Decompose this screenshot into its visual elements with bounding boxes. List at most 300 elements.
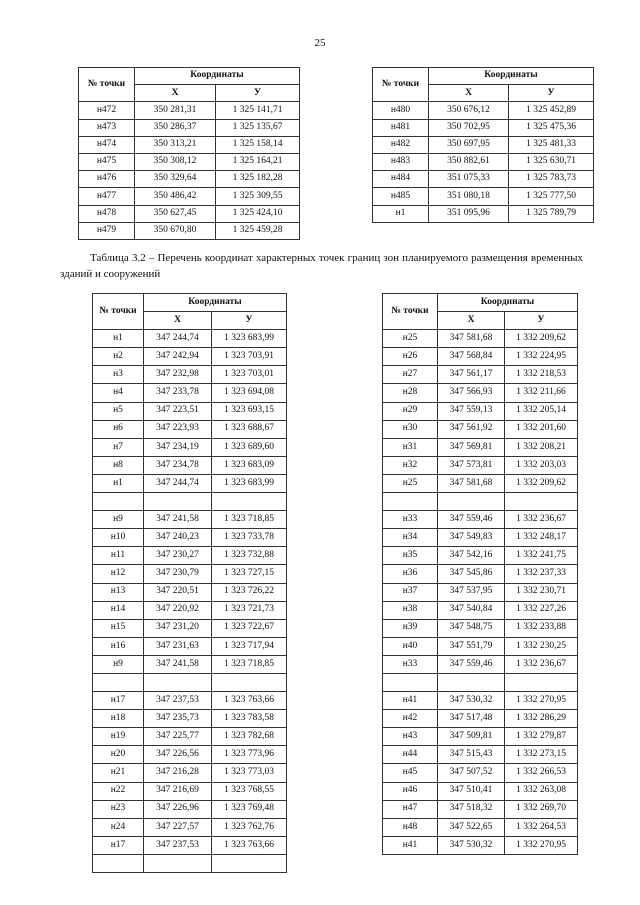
top-left-coordinates-table [78, 67, 300, 240]
y-coordinate-cell: 1 325 481,33 [509, 136, 594, 153]
table-row [383, 565, 578, 583]
x-coordinate-cell: 347 509,81 [438, 728, 505, 746]
y-coordinate-cell: 1 332 264,53 [505, 818, 578, 836]
table-row [373, 153, 594, 170]
y-coordinate-cell: 1 325 452,89 [509, 102, 594, 119]
point-number-cell: н9 [93, 511, 144, 529]
table-row [373, 171, 594, 188]
x-coordinate-cell: 347 517,48 [438, 710, 505, 728]
x-coordinate-cell: 347 510,41 [438, 782, 505, 800]
table-row [383, 710, 578, 728]
y-coordinate-cell: 1 332 227,26 [505, 601, 578, 619]
y-coordinate-cell: 1 332 269,70 [505, 800, 578, 818]
x-coordinate-cell: 347 241,58 [144, 511, 212, 529]
x-coordinate-cell: 347 561,17 [438, 366, 505, 384]
x-coordinate-cell: 350 697,95 [429, 136, 509, 153]
x-coordinate-cell: 347 233,78 [144, 384, 212, 402]
point-number-cell: н23 [93, 800, 144, 818]
x-coordinate-cell: 350 486,42 [135, 188, 216, 205]
y-coordinate-cell: 1 325 789,79 [509, 205, 594, 222]
x-coordinate-cell: 347 244,74 [144, 330, 212, 348]
point-number-cell: н475 [79, 153, 135, 170]
table-row [383, 782, 578, 800]
x-coordinate-cell: 347 230,27 [144, 547, 212, 565]
y-coordinate-cell [212, 673, 287, 691]
table-row [383, 800, 578, 818]
y-coordinate-cell: 1 332 230,71 [505, 583, 578, 601]
table-row [93, 764, 287, 782]
y-coordinate-cell: 1 323 733,78 [212, 529, 287, 547]
point-number-cell: н17 [93, 692, 144, 710]
point-number-cell: н35 [383, 547, 438, 565]
table-row [93, 601, 287, 619]
y-coordinate-cell: 1 323 688,67 [212, 420, 287, 438]
x-coordinate-cell: 351 080,18 [429, 188, 509, 205]
point-number-cell: н48 [383, 818, 438, 836]
point-number-cell: н3 [93, 366, 144, 384]
y-header: У [509, 85, 594, 102]
table-row [383, 348, 578, 366]
x-header: X [135, 85, 216, 102]
table-row [93, 565, 287, 583]
x-coordinate-cell: 347 561,92 [438, 420, 505, 438]
x-coordinate-cell: 347 549,83 [438, 529, 505, 547]
table-row [93, 854, 287, 872]
point-number-header: № точки [383, 294, 438, 330]
table-row [93, 420, 287, 438]
y-coordinate-cell [505, 493, 578, 511]
x-header: X [144, 312, 212, 330]
point-number-cell: н15 [93, 619, 144, 637]
table-row [383, 583, 578, 601]
x-coordinate-cell: 347 540,84 [438, 601, 505, 619]
x-coordinate-cell: 347 507,52 [438, 764, 505, 782]
y-coordinate-cell: 1 332 270,95 [505, 692, 578, 710]
table-row [79, 222, 300, 239]
table-row [93, 728, 287, 746]
point-number-cell: н479 [79, 222, 135, 239]
y-coordinate-cell: 1 323 693,15 [212, 402, 287, 420]
x-coordinate-cell: 347 225,77 [144, 728, 212, 746]
point-number-cell: н476 [79, 171, 135, 188]
point-number-cell: н1 [373, 205, 429, 222]
x-coordinate-cell: 347 223,93 [144, 420, 212, 438]
top-right-coordinates-table [372, 67, 594, 223]
table-row [93, 637, 287, 655]
y-coordinate-cell: 1 332 248,17 [505, 529, 578, 547]
x-coordinate-cell: 347 231,20 [144, 619, 212, 637]
table-row [383, 420, 578, 438]
y-coordinate-cell: 1 332 279,87 [505, 728, 578, 746]
point-number-cell: н29 [383, 402, 438, 420]
point-number-cell: н12 [93, 565, 144, 583]
x-coordinate-cell [438, 673, 505, 691]
y-coordinate-cell: 1 323 769,48 [212, 800, 287, 818]
table-row [93, 746, 287, 764]
point-number-cell: н25 [383, 474, 438, 492]
point-number-cell: н483 [373, 153, 429, 170]
y-coordinate-cell: 1 323 763,66 [212, 692, 287, 710]
x-coordinate-cell: 347 518,32 [438, 800, 505, 818]
y-coordinate-cell: 1 323 768,55 [212, 782, 287, 800]
x-coordinate-cell: 350 308,12 [135, 153, 216, 170]
table-row [383, 529, 578, 547]
x-coordinate-cell: 347 240,23 [144, 529, 212, 547]
point-number-cell [93, 854, 144, 872]
table-row [383, 511, 578, 529]
point-number-cell: н31 [383, 438, 438, 456]
x-coordinate-cell: 350 286,37 [135, 119, 216, 136]
y-coordinate-cell: 1 332 241,75 [505, 547, 578, 565]
point-number-header: № точки [93, 294, 144, 330]
table-row [383, 619, 578, 637]
y-coordinate-cell: 1 323 763,66 [212, 836, 287, 854]
table-row [373, 205, 594, 222]
x-coordinate-cell: 350 676,12 [429, 102, 509, 119]
x-coordinate-cell: 347 559,46 [438, 655, 505, 673]
y-coordinate-cell: 1 332 273,15 [505, 746, 578, 764]
table-row [93, 493, 287, 511]
y-coordinate-cell [505, 673, 578, 691]
y-coordinate-cell: 1 332 203,03 [505, 456, 578, 474]
x-coordinate-cell: 347 242,94 [144, 348, 212, 366]
y-coordinate-cell: 1 323 722,67 [212, 619, 287, 637]
page-number: 25 [314, 37, 326, 49]
coordinates-header: Координаты [438, 294, 578, 312]
y-header: У [505, 312, 578, 330]
table-row [383, 330, 578, 348]
y-coordinate-cell [212, 493, 287, 511]
point-number-cell: н17 [93, 836, 144, 854]
y-coordinate-cell: 1 323 703,01 [212, 366, 287, 384]
x-coordinate-cell: 347 542,16 [438, 547, 505, 565]
x-coordinate-cell: 347 573,81 [438, 456, 505, 474]
point-number-cell: н47 [383, 800, 438, 818]
caption-line-1: Таблица 3.2 – Перечень координат характерных точек границ зон планируемого [90, 252, 469, 264]
table-row [93, 330, 287, 348]
point-number-header: № точки [79, 68, 135, 102]
point-number-cell: н33 [383, 511, 438, 529]
y-coordinate-cell: 1 323 683,09 [212, 456, 287, 474]
x-coordinate-cell: 350 627,45 [135, 205, 216, 222]
x-coordinate-cell: 347 231,63 [144, 637, 212, 655]
point-number-cell [93, 673, 144, 691]
y-coordinate-cell: 1 332 209,62 [505, 330, 578, 348]
table-row [373, 136, 594, 153]
x-coordinate-cell: 347 227,57 [144, 818, 212, 836]
x-coordinate-cell [144, 493, 212, 511]
y-coordinate-cell: 1 323 718,85 [212, 511, 287, 529]
table-row [79, 153, 300, 170]
y-coordinate-cell: 1 323 721,73 [212, 601, 287, 619]
table-row [93, 402, 287, 420]
y-coordinate-cell: 1 323 773,03 [212, 764, 287, 782]
point-number-cell: н16 [93, 637, 144, 655]
point-number-cell: н474 [79, 136, 135, 153]
y-coordinate-cell: 1 323 773,96 [212, 746, 287, 764]
point-number-cell: н25 [383, 330, 438, 348]
point-number-cell [383, 493, 438, 511]
point-number-cell: н26 [383, 348, 438, 366]
table-row [93, 511, 287, 529]
x-coordinate-cell: 347 226,96 [144, 800, 212, 818]
point-number-cell: н5 [93, 402, 144, 420]
point-number-cell: н19 [93, 728, 144, 746]
x-coordinate-cell: 347 566,93 [438, 384, 505, 402]
x-coordinate-cell: 347 230,79 [144, 565, 212, 583]
x-coordinate-cell: 350 882,61 [429, 153, 509, 170]
x-coordinate-cell [438, 493, 505, 511]
point-number-cell: н472 [79, 102, 135, 119]
y-coordinate-cell: 1 332 263,08 [505, 782, 578, 800]
table-row [373, 119, 594, 136]
table-row [383, 474, 578, 492]
x-coordinate-cell: 347 559,13 [438, 402, 505, 420]
point-number-cell: н480 [373, 102, 429, 119]
y-coordinate-cell: 1 323 694,08 [212, 384, 287, 402]
table-row [93, 384, 287, 402]
x-header: X [429, 85, 509, 102]
table-row [93, 366, 287, 384]
point-number-cell: н14 [93, 601, 144, 619]
y-coordinate-cell: 1 323 703,91 [212, 348, 287, 366]
y-coordinate-cell: 1 325 424,10 [216, 205, 300, 222]
point-number-header: № точки [373, 68, 429, 102]
x-coordinate-cell: 347 241,58 [144, 655, 212, 673]
x-header: X [438, 312, 505, 330]
table-row [93, 673, 287, 691]
y-coordinate-cell: 1 325 135,67 [216, 119, 300, 136]
table-row [383, 493, 578, 511]
table-row [79, 136, 300, 153]
table-row [383, 601, 578, 619]
point-number-cell: н1 [93, 330, 144, 348]
y-coordinate-cell: 1 325 475,36 [509, 119, 594, 136]
point-number-cell: н41 [383, 836, 438, 854]
table-row [93, 547, 287, 565]
point-number-cell: н40 [383, 637, 438, 655]
x-coordinate-cell: 347 234,19 [144, 438, 212, 456]
x-coordinate-cell: 347 522,65 [438, 818, 505, 836]
y-coordinate-cell: 1 323 718,85 [212, 655, 287, 673]
point-number-cell: н44 [383, 746, 438, 764]
x-coordinate-cell: 347 530,32 [438, 836, 505, 854]
x-coordinate-cell: 347 569,81 [438, 438, 505, 456]
x-coordinate-cell: 347 515,43 [438, 746, 505, 764]
table-row [383, 547, 578, 565]
point-number-cell: н22 [93, 782, 144, 800]
x-coordinate-cell: 350 281,31 [135, 102, 216, 119]
point-number-cell: н33 [383, 655, 438, 673]
x-coordinate-cell: 347 234,78 [144, 456, 212, 474]
point-number-cell: н46 [383, 782, 438, 800]
caption-line-2: размещения временных зданий и сооружений [60, 252, 584, 280]
y-coordinate-cell: 1 332 236,67 [505, 511, 578, 529]
x-coordinate-cell: 347 559,46 [438, 511, 505, 529]
y-coordinate-cell: 1 323 782,68 [212, 728, 287, 746]
y-coordinate-cell: 1 332 208,21 [505, 438, 578, 456]
x-coordinate-cell: 347 216,69 [144, 782, 212, 800]
point-number-cell: н477 [79, 188, 135, 205]
x-coordinate-cell: 350 670,80 [135, 222, 216, 239]
y-coordinate-cell: 1 332 205,14 [505, 402, 578, 420]
x-coordinate-cell: 347 244,74 [144, 474, 212, 492]
x-coordinate-cell: 347 581,68 [438, 474, 505, 492]
coordinates-header: Координаты [135, 68, 300, 85]
y-coordinate-cell: 1 325 164,21 [216, 153, 300, 170]
x-coordinate-cell: 347 220,92 [144, 601, 212, 619]
table-row [93, 529, 287, 547]
table-row [373, 102, 594, 119]
table-row [383, 692, 578, 710]
point-number-cell: н10 [93, 529, 144, 547]
y-coordinate-cell: 1 323 762,76 [212, 818, 287, 836]
point-number-cell: н2 [93, 348, 144, 366]
y-coordinate-cell: 1 325 182,28 [216, 171, 300, 188]
point-number-cell: н20 [93, 746, 144, 764]
y-coordinate-cell: 1 323 732,88 [212, 547, 287, 565]
point-number-cell: н13 [93, 583, 144, 601]
main-right-coordinates-table [382, 293, 578, 855]
point-number-cell: н38 [383, 601, 438, 619]
point-number-cell: н43 [383, 728, 438, 746]
table-row [93, 692, 287, 710]
point-number-cell: н21 [93, 764, 144, 782]
x-coordinate-cell: 350 329,64 [135, 171, 216, 188]
x-coordinate-cell: 351 095,96 [429, 205, 509, 222]
table-row [79, 205, 300, 222]
table-row [93, 583, 287, 601]
point-number-cell: н1 [93, 474, 144, 492]
table-row [93, 619, 287, 637]
y-coordinate-cell: 1 332 224,95 [505, 348, 578, 366]
y-coordinate-cell: 1 332 218,53 [505, 366, 578, 384]
point-number-cell: н478 [79, 205, 135, 222]
point-number-cell: н27 [383, 366, 438, 384]
x-coordinate-cell: 351 075,33 [429, 171, 509, 188]
table-row [79, 188, 300, 205]
point-number-cell: н18 [93, 710, 144, 728]
y-coordinate-cell: 1 325 141,71 [216, 102, 300, 119]
point-number-cell: н28 [383, 384, 438, 402]
table-row [93, 836, 287, 854]
y-coordinate-cell: 1 325 459,28 [216, 222, 300, 239]
x-coordinate-cell: 350 313,21 [135, 136, 216, 153]
table-row [93, 456, 287, 474]
y-coordinate-cell: 1 332 230,25 [505, 637, 578, 655]
y-coordinate-cell: 1 325 777,50 [509, 188, 594, 205]
point-number-cell: н4 [93, 384, 144, 402]
point-number-cell: н34 [383, 529, 438, 547]
y-header: У [216, 85, 300, 102]
y-coordinate-cell: 1 323 683,99 [212, 474, 287, 492]
point-number-cell: н30 [383, 420, 438, 438]
y-coordinate-cell: 1 325 783,73 [509, 171, 594, 188]
coordinates-header: Координаты [144, 294, 287, 312]
point-number-cell [383, 673, 438, 691]
y-coordinate-cell: 1 332 201,60 [505, 420, 578, 438]
table-row [383, 384, 578, 402]
table-row [373, 188, 594, 205]
table-row [383, 818, 578, 836]
point-number-cell [93, 493, 144, 511]
y-coordinate-cell: 1 332 237,33 [505, 565, 578, 583]
y-coordinate-cell: 1 325 630,71 [509, 153, 594, 170]
x-coordinate-cell: 347 220,51 [144, 583, 212, 601]
y-header: У [212, 312, 287, 330]
table-row [79, 119, 300, 136]
point-number-cell: н45 [383, 764, 438, 782]
y-coordinate-cell: 1 332 209,62 [505, 474, 578, 492]
table-row [383, 655, 578, 673]
point-number-cell: н36 [383, 565, 438, 583]
table-row [383, 836, 578, 854]
y-coordinate-cell: 1 323 689,60 [212, 438, 287, 456]
table-row [383, 728, 578, 746]
table-row [93, 782, 287, 800]
table-row [93, 474, 287, 492]
point-number-cell: н41 [383, 692, 438, 710]
table-caption [60, 250, 583, 282]
table-row [383, 366, 578, 384]
y-coordinate-cell: 1 332 211,66 [505, 384, 578, 402]
table-row [93, 800, 287, 818]
x-coordinate-cell [144, 673, 212, 691]
point-number-cell: н24 [93, 818, 144, 836]
table-row [383, 438, 578, 456]
point-number-cell: н32 [383, 456, 438, 474]
table-row [79, 171, 300, 188]
y-coordinate-cell: 1 332 286,29 [505, 710, 578, 728]
y-coordinate-cell: 1 332 233,88 [505, 619, 578, 637]
x-coordinate-cell: 347 232,98 [144, 366, 212, 384]
x-coordinate-cell: 347 237,53 [144, 836, 212, 854]
y-coordinate-cell: 1 323 783,58 [212, 710, 287, 728]
y-coordinate-cell [212, 854, 287, 872]
table-row [93, 438, 287, 456]
table-row [383, 637, 578, 655]
point-number-cell: н8 [93, 456, 144, 474]
x-coordinate-cell: 347 226,56 [144, 746, 212, 764]
point-number-cell: н37 [383, 583, 438, 601]
x-coordinate-cell: 347 548,75 [438, 619, 505, 637]
x-coordinate-cell: 347 216,28 [144, 764, 212, 782]
point-number-cell: н9 [93, 655, 144, 673]
y-coordinate-cell: 1 332 270,95 [505, 836, 578, 854]
table-row [383, 746, 578, 764]
y-coordinate-cell: 1 323 717,94 [212, 637, 287, 655]
table-row [383, 402, 578, 420]
x-coordinate-cell: 347 530,32 [438, 692, 505, 710]
coordinates-header: Координаты [429, 68, 594, 85]
point-number-cell: н42 [383, 710, 438, 728]
x-coordinate-cell [144, 854, 212, 872]
x-coordinate-cell: 347 235,73 [144, 710, 212, 728]
y-coordinate-cell: 1 332 266,53 [505, 764, 578, 782]
point-number-cell: н473 [79, 119, 135, 136]
x-coordinate-cell: 347 545,86 [438, 565, 505, 583]
point-number-cell: н484 [373, 171, 429, 188]
x-coordinate-cell: 347 237,53 [144, 692, 212, 710]
x-coordinate-cell: 347 568,84 [438, 348, 505, 366]
y-coordinate-cell: 1 323 727,15 [212, 565, 287, 583]
x-coordinate-cell: 347 581,68 [438, 330, 505, 348]
table-row [383, 764, 578, 782]
main-left-coordinates-table [92, 293, 287, 873]
table-row [383, 456, 578, 474]
x-coordinate-cell: 347 537,95 [438, 583, 505, 601]
point-number-cell: н39 [383, 619, 438, 637]
